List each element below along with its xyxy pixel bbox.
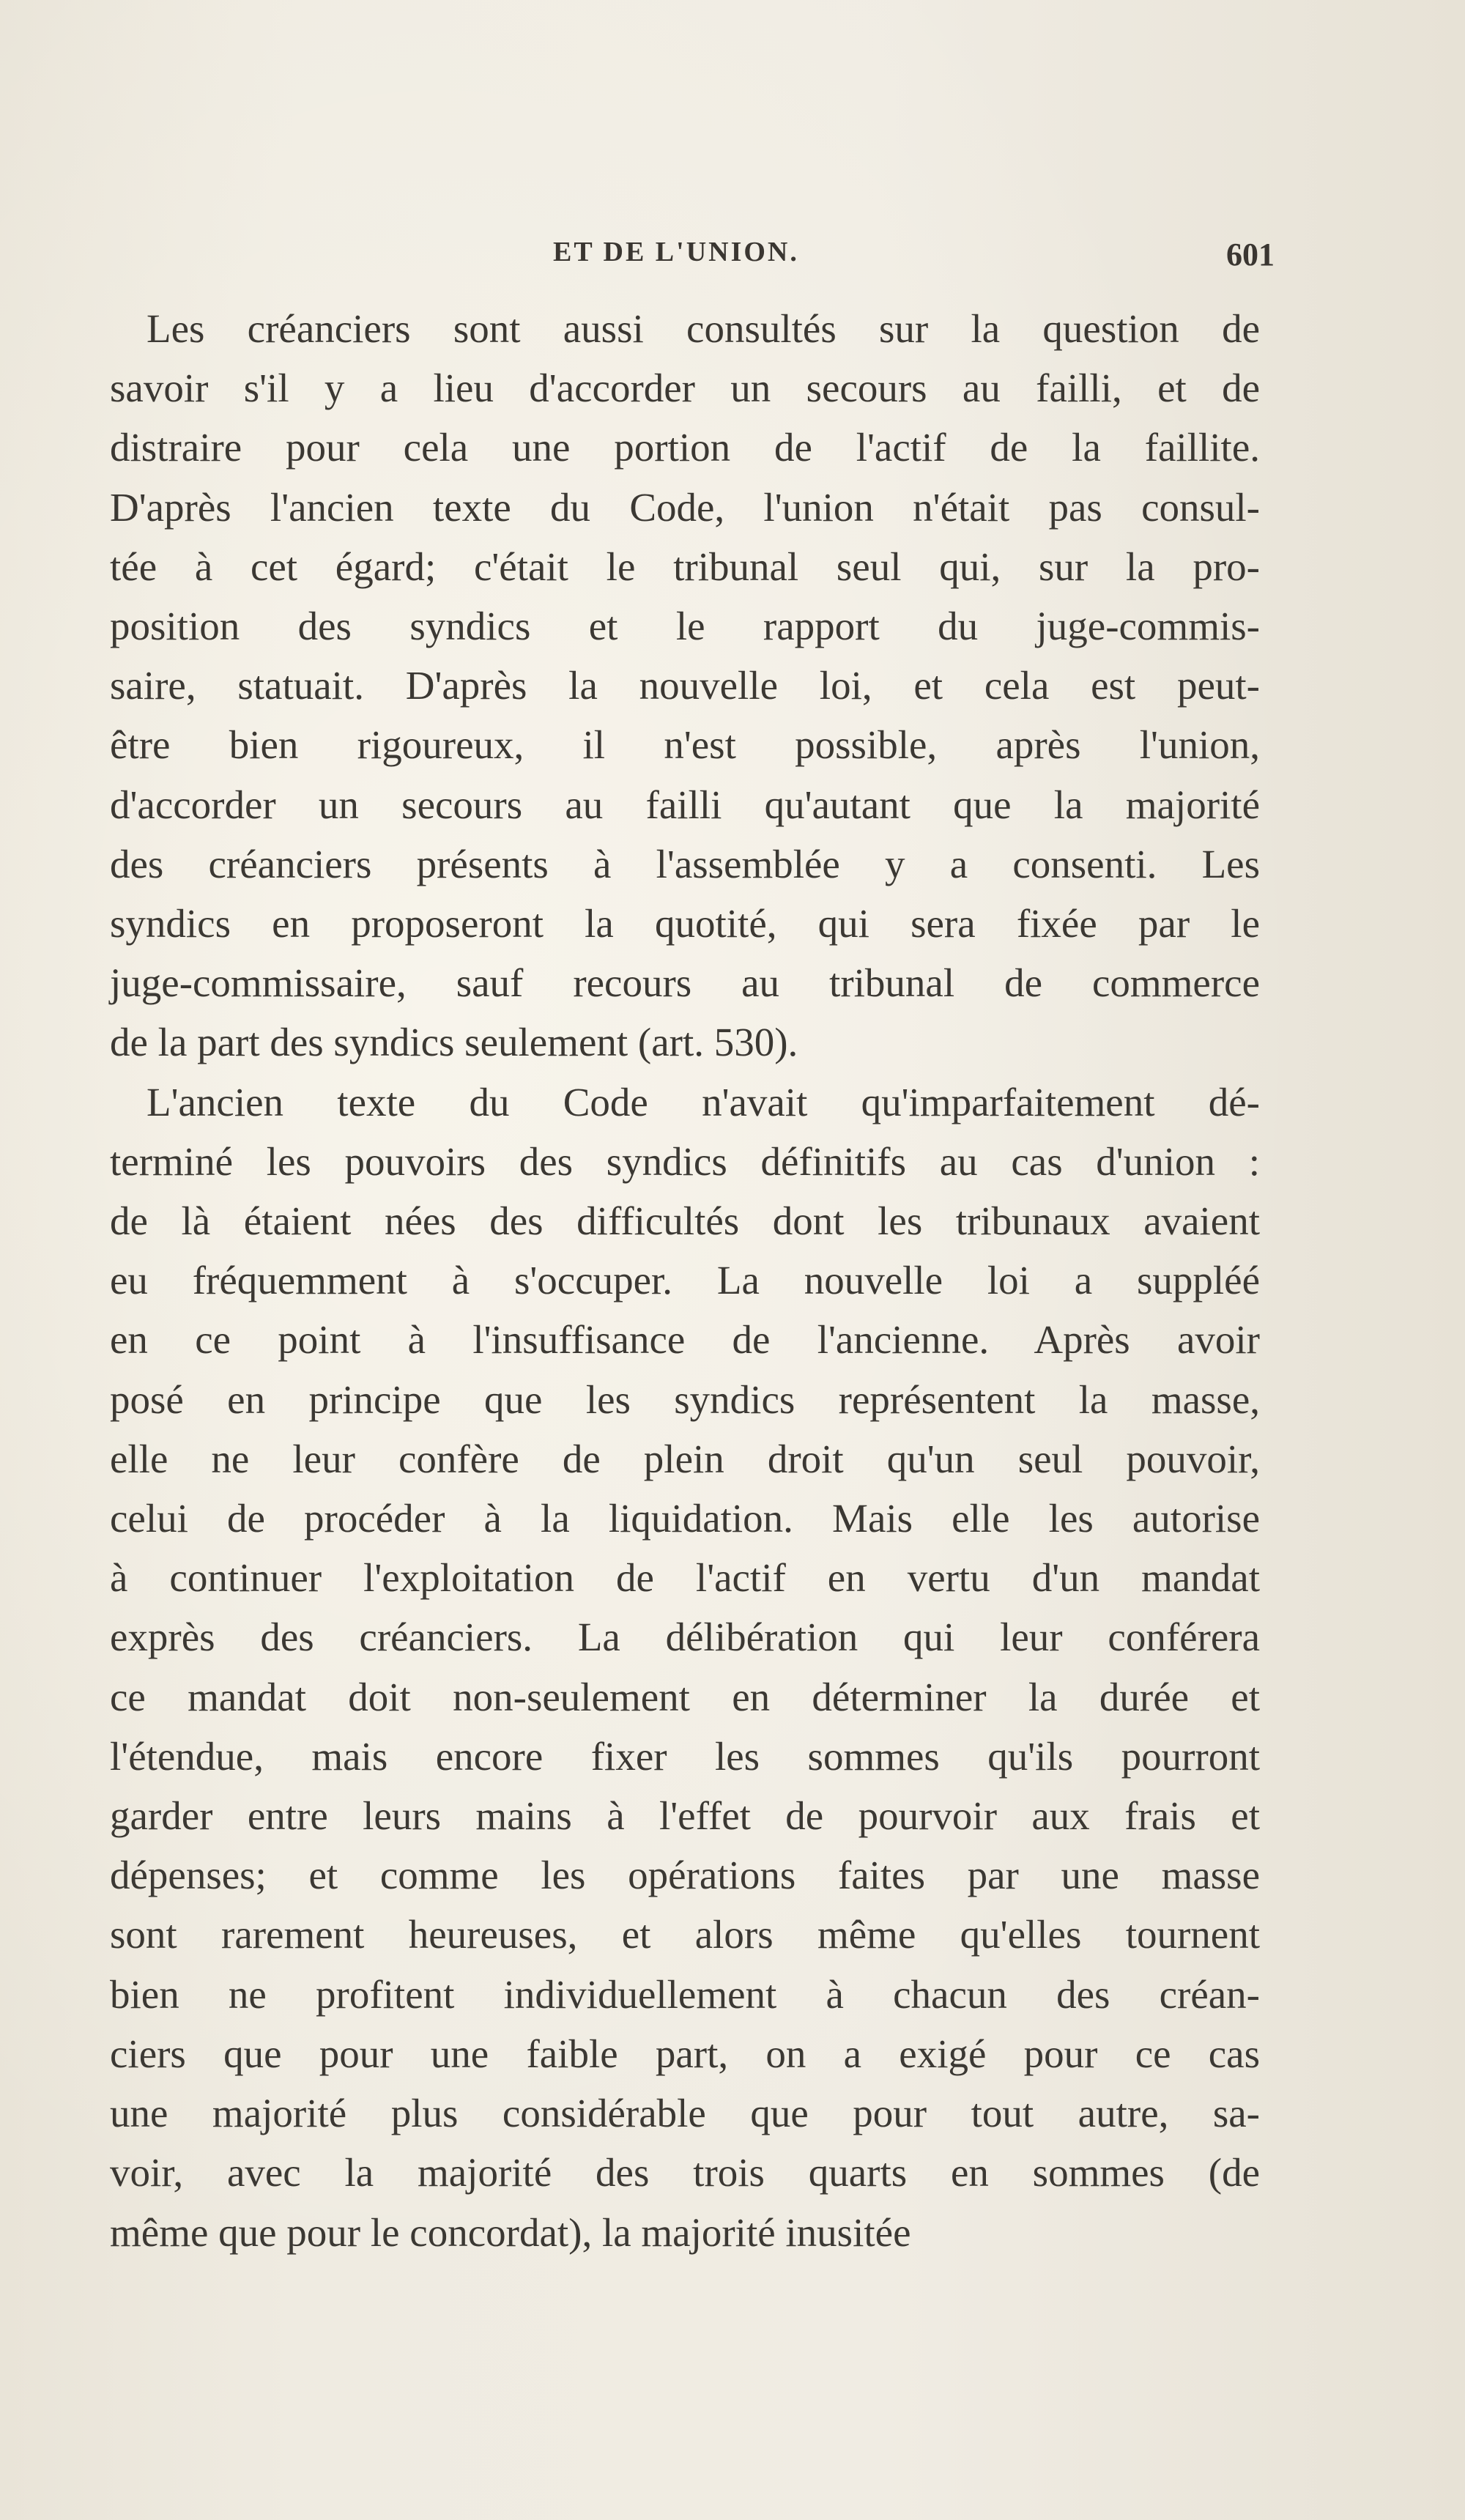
text-line: distraire pour cela une portion de l'actif de la faillite.: [110, 425, 1260, 470]
text-line: être bien rigoureux, il n'est possible, après l'union,: [110, 722, 1260, 768]
text-line: même que pour le concordat), la majorité inusitée: [110, 2209, 911, 2255]
text-line: posé en principe que les syndics représentent la masse,: [110, 1376, 1260, 1422]
text-line: savoir s'il y a lieu d'accorder un secours au failli, et de: [110, 366, 1260, 411]
text-line: sont rarement heureuses, et alors même qu'elles tournent: [110, 1912, 1260, 1957]
text-line: voir, avec la majorité des trois quarts en sommes (de: [110, 2150, 1260, 2195]
running-head: ET DE L'UNION.: [553, 237, 799, 267]
text-line: eu fréquemment à s'occuper. La nouvelle loi a suppléé: [110, 1258, 1260, 1303]
text-line: bien ne profitent individuellement à chacun des créan-: [110, 1971, 1260, 2017]
text-line: ciers que pour une faible part, on a exigé pour ce cas: [110, 2031, 1260, 2076]
body-text: [110, 299, 1260, 2262]
text-line: D'après l'ancien texte du Code, l'union n'était pas consul-: [110, 484, 1260, 530]
text-line: exprès des créanciers. La délibération qui leur conférera: [110, 1615, 1260, 1660]
text-line: d'accorder un secours au failli qu'autant que la majorité: [110, 782, 1260, 827]
text-line: celui de procéder à la liquidation. Mais elle les autorise: [110, 1496, 1260, 1541]
text-line: position des syndics et le rapport du juge-commis-: [110, 604, 1260, 649]
text-line: à continuer l'exploitation de l'actif en vertu d'un mandat: [110, 1555, 1260, 1601]
text-line: saire, statuait. D'après la nouvelle loi, et cela est peut-: [110, 663, 1260, 708]
text-line: Les créanciers sont aussi consultés sur la question de: [146, 306, 1260, 351]
text-line: de là étaient nées des difficultés dont les tribunaux avaient: [110, 1198, 1260, 1244]
text-line: terminé les pouvoirs des syndics définitifs au cas d'union :: [110, 1138, 1260, 1184]
text-line: garder entre leurs mains à l'effet de pourvoir aux frais et: [110, 1793, 1260, 1839]
text-line: de la part des syndics seulement (art. 530).: [110, 1020, 798, 1065]
page-number: 601: [1226, 237, 1275, 273]
text-line: syndics en proposeront la quotité, qui sera fixée par le: [110, 901, 1260, 946]
text-line: L'ancien texte du Code n'avait qu'imparfaitement dé-: [146, 1079, 1260, 1124]
text-line: des créanciers présents à l'assemblée y a consenti. Les: [110, 841, 1260, 886]
page-header: [110, 236, 1275, 280]
text-line: dépenses; et comme les opérations faites par une masse: [110, 1853, 1260, 1898]
text-line: une majorité plus considérable que pour tout autre, sa-: [110, 2091, 1260, 2136]
text-line: en ce point à l'insuffisance de l'ancienne. Après avoir: [110, 1317, 1260, 1363]
text-line: ce mandat doit non-seulement en déterminer la durée et: [110, 1674, 1260, 1719]
text-line: tée à cet égard; c'était le tribunal seul qui, sur la pro-: [110, 544, 1260, 589]
paragraph: [110, 1072, 1260, 2262]
paragraph: [110, 299, 1260, 1072]
text-line: elle ne leur confère de plein droit qu'un seul pouvoir,: [110, 1436, 1260, 1481]
text-line: l'étendue, mais encore fixer les sommes qu'ils pourront: [110, 1733, 1260, 1779]
text-line: juge-commissaire, sauf recours au tribunal de commerce: [110, 960, 1260, 1006]
